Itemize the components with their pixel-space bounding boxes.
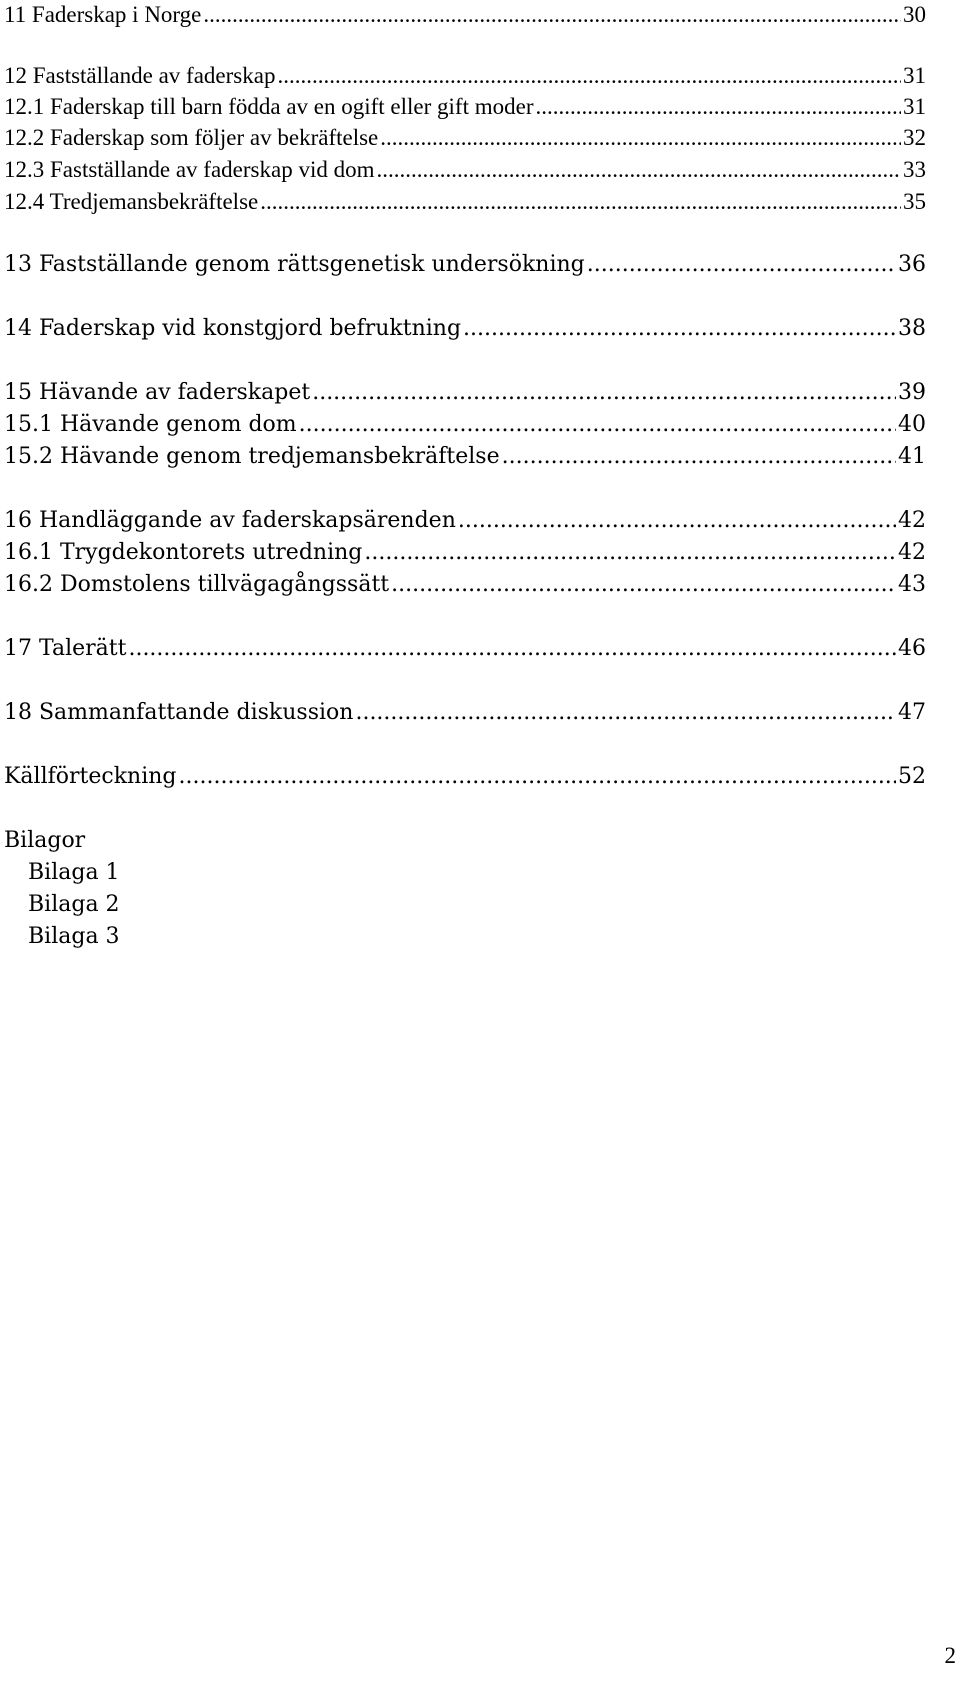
toc-entry-page: 39 [898, 380, 926, 405]
toc-dot-leader [179, 762, 897, 792]
toc-entry-label: 11 Faderskap i Norge [4, 2, 202, 27]
toc-dot-leader [299, 410, 896, 440]
toc-entry-page: 30 [903, 2, 926, 27]
toc-entry [4, 155, 926, 191]
toc-entry-label: Källförteckning [4, 764, 177, 789]
toc-entry [4, 378, 926, 414]
appendix-item: Bilaga 3 [28, 924, 120, 949]
toc-entry-page: 36 [898, 252, 926, 277]
toc-entry-label: 16 Handläggande av faderskapsärenden [4, 508, 456, 533]
toc-entry [4, 442, 926, 478]
toc-entry-page: 38 [898, 316, 926, 341]
toc-dot-leader [277, 61, 901, 91]
toc-entry [4, 634, 926, 670]
toc-dot-leader [380, 123, 901, 153]
toc-entry-label: 16.1 Trygdekontorets utredning [4, 540, 363, 565]
toc-entry-page: 35 [903, 189, 926, 214]
toc-entry-page: 33 [903, 157, 926, 182]
toc-entry [4, 698, 926, 734]
toc-entry-label: 12.2 Faderskap som följer av bekräftelse [4, 125, 379, 150]
toc-dot-leader [260, 187, 901, 217]
toc-entry-label: 13 Fastställande genom rättsgenetisk undersökning [4, 252, 585, 277]
toc-entry-page: 47 [898, 700, 926, 725]
toc-entry-label: 17 Talerätt [4, 636, 127, 661]
toc-entry [4, 0, 926, 36]
toc-entry-label: 15 Hävande av faderskapet [4, 380, 311, 405]
toc-entry-label: 12.3 Fastställande av faderskap vid dom [4, 157, 375, 182]
toc-entry [4, 123, 926, 159]
toc-entry-label: 16.2 Domstolens tillvägagångssätt [4, 572, 390, 597]
toc-dot-leader [502, 442, 896, 472]
toc-dot-leader [391, 570, 896, 600]
toc-dot-leader [535, 92, 901, 122]
appendix-item: Bilaga 1 [28, 860, 120, 885]
toc-entry [4, 506, 926, 542]
appendix-heading: Bilagor [4, 828, 86, 853]
toc-entry [4, 410, 926, 446]
toc-entry-page: 42 [898, 508, 926, 533]
toc-entry [4, 250, 926, 286]
toc-entry [4, 570, 926, 606]
toc-entry-label: 12 Fastställande av faderskap [4, 63, 276, 88]
toc-entry [4, 314, 926, 350]
toc-entry-page: 40 [898, 412, 926, 437]
toc-dot-leader [355, 698, 896, 728]
toc-dot-leader [587, 250, 896, 280]
toc-dot-leader [312, 378, 896, 408]
toc-entry-label: 18 Sammanfattande diskussion [4, 700, 354, 725]
toc-entry [4, 762, 926, 798]
toc-dot-leader [376, 155, 901, 185]
toc-dot-leader [203, 0, 901, 30]
toc-dot-leader [458, 506, 896, 536]
toc-entry-page: 32 [903, 125, 926, 150]
toc-entry-page: 31 [903, 63, 926, 88]
toc-entry-page: 52 [898, 764, 926, 789]
appendix-item: Bilaga 2 [28, 892, 120, 917]
toc-entry-page: 46 [898, 636, 926, 661]
toc-entry-page: 42 [898, 540, 926, 565]
toc-entry-page: 31 [903, 94, 926, 119]
toc-entry-page: 43 [898, 572, 926, 597]
toc-dot-leader [463, 314, 896, 344]
toc-entry-label: 12.1 Faderskap till barn födda av en ogift eller gift moder [4, 94, 534, 119]
toc-dot-leader [364, 538, 896, 568]
toc-dot-leader [128, 634, 896, 664]
toc-entry-label: 15.1 Hävande genom dom [4, 412, 297, 437]
toc-entry-page: 41 [898, 444, 926, 469]
toc-entry [4, 187, 926, 223]
toc-entry-label: 15.2 Hävande genom tredjemansbekräftelse [4, 444, 500, 469]
toc-entry [4, 538, 926, 574]
toc-entry-label: 14 Faderskap vid konstgjord befruktning [4, 316, 462, 341]
toc-entry-label: 12.4 Tredjemansbekräftelse [4, 189, 259, 214]
page-number: 2 [944, 1643, 956, 1668]
